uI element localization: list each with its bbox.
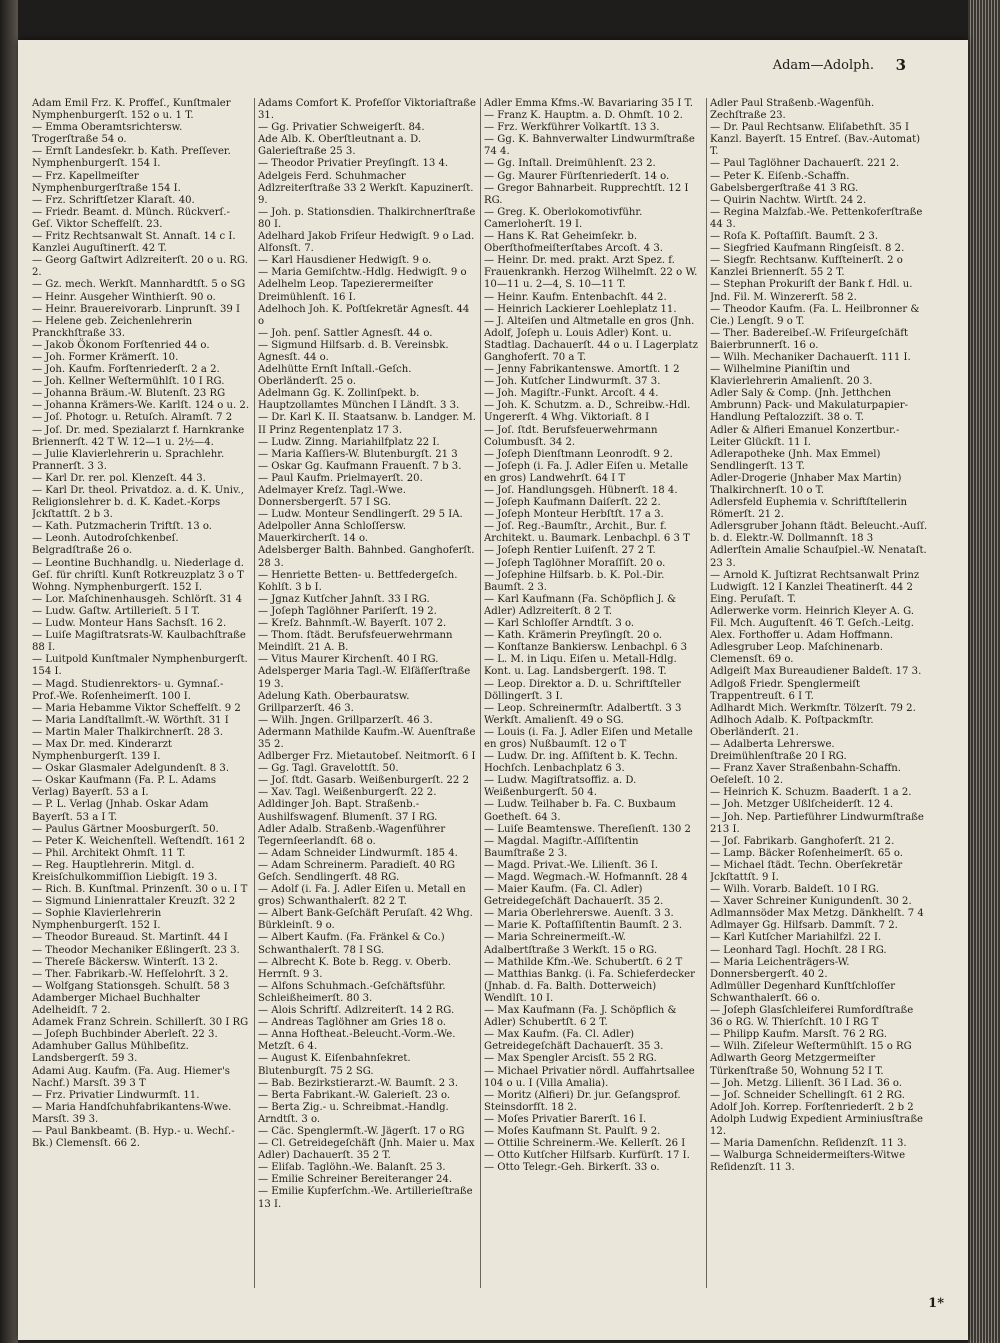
directory-entry: — Kreſz. Bahnmſt.-W. Bayerſt. 107 2. [258,618,447,630]
directory-entry: Adler & Alfieri Emanuel Konzertbur.-Leiter Glückſt. 11 I. [710,424,900,448]
directory-entry: — Anna Hoftheat.-Beleucht.-Vorm.-We. Metzſt. 6 4. [258,1029,456,1053]
directory-entry: — Xaver Schreiner Kunigundenſt. 30 2. [710,896,912,908]
directory-entry: — Jenny Fabrikantenswe. Amortſt. 1 2 [484,364,680,376]
directory-entry: — Arnold K. Juſtizrat Rechtsanwalt Prinz Ludwigſt. 12 I Kanzlei Theatinerſt. 44 2 Eing. Peruſaſt. T. [710,569,920,605]
directory-entry: — Luiſe Beamtenswe. Thereſienſt. 130 2 [484,823,691,835]
directory-entry: — Adolf (i. Fa. J. Adler Eiſen u. Metall en gros) Schwanthalerſt. 82 2 T. [258,884,466,908]
directory-entry: — Max Kaufm. (Fa. Cl. Adler) Getreidegeſchäft Dachauerſt. 35 3. [484,1029,664,1053]
directory-entry: — Ther. Fabrikarb.-W. Heſſelohrſt. 3 2. [32,968,229,980]
directory-entry: — Frz. Werkführer Volkartſt. 13 3. [484,122,660,134]
directory-entry: — Joſ. ſtdt. Gasarb. Weißenburgerſt. 22 2 [258,775,469,787]
directory-entry: — Lor. Maſchinenhausgeh. Schlörſt. 31 4 [32,593,243,605]
directory-entry: Adlersgruber Johann ſtädt. Beleucht.-Auſſ. b. d. Elektr.-W. Dollmannſt. 18 3 [710,521,928,545]
directory-entry: Adams Comfort K. Profeſſor Viktoriaſtraße 31. [258,98,476,122]
directory-entry: Adelhütte Ernſt Inſtall.-Geſch. Oberländerſt. 25 o. [258,364,412,388]
directory-entry: — Moſes Privatier Barerſt. 16 I. [484,1113,647,1125]
directory-entry: — Adam Schneider Lindwurmſt. 185 4. [258,847,458,859]
directory-entry: — Ludw. Zinng. Mariahilfplatz 22 I. [258,436,440,448]
directory-entry: — Matthias Bankg. (i. Fa. Schieferdecker (Jnhab. d. Fa. Balth. Dotterweich) Wendlſt. 10 I. [484,968,695,1004]
directory-entry: — Joſ. Handlungsgeh. Hübnerſt. 18 4. [484,485,678,496]
directory-entry: — Walburga Schneidermeiſters-Witwe Reſidenzſt. 11 3. [710,1150,906,1174]
directory-entry: — Joſeph (i. Fa. J. Adler Eiſen u. Metalle en gros) Landwehrſt. 64 I T [484,460,689,484]
directory-entry: Adlmüller Degenhard Kunſtſchloſſer Schwanthalerſt. 66 o. [710,980,896,1004]
directory-entry: — Gg. Privatier Schweigerſt. 84. [258,122,425,134]
directory-entry: — L. M. in Liqu. Eiſen u. Metall-Hdlg. Kont. u. Lag. Landsbergerſt. 198. T. [484,654,677,678]
directory-entry: — Leop. Schreinermſtr. Adalbertſt. 3 3 Werkſt. Amalienſt. 49 o SG. [484,702,682,726]
directory-entry: — Eliſab. Taglöhn.-We. Balanſt. 25 3. [258,1162,446,1174]
directory-entry: — Joh. Kellner Weſtermühlſt. 10 I RG. [32,376,225,388]
directory-entry: — Paul Taglöhner Dachauerſt. 221 2. [710,158,900,170]
directory-entry: — Theodor Mechaniker Eßlingerſt. 23 3. [32,944,240,956]
directory-entry: — Theodor Kaufm. (Fa. L. Heilbronner & Cie.) Lengſt. 9 o T. [710,303,920,327]
directory-entry: Adler-Drogerie (Jnhaber Max Martin) Thalkirchnerſt. 10 o T. [710,472,902,496]
directory-entry: Adelsperger Maria Tagl.-W. Elſäſſerſtraße 19 3. [258,666,471,690]
directory-entry: — Kath. Krämerin Preyſingſt. 20 o. [484,630,663,642]
column-2 [258,98,476,1288]
directory-entry: — Karl Schloſſer Arndtſt. 3 o. [484,618,635,630]
directory-entry: — Gz. mech. Werkſt. Mannhardtſt. 5 o SG [32,279,246,291]
directory-entry: — Leop. Direktor a. D. u. Schriftſteller Döllingerſt. 3 I. [484,678,681,702]
directory-entry: — Wilh. Vorarb. Baldeſt. 10 I RG. [710,884,879,896]
directory-entry: Adelmann Gg. K. Zollinſpekt. b. Hauptzollamtes München I Ländſt. 3 3. [258,388,460,412]
directory-entry: — Gg. Tagl. Gravelottſt. 50. [258,763,399,775]
directory-entry: — Roſa K. Poſtaſſiſt. Baumſt. 2 3. [710,231,879,243]
directory-entry: Adlhoch Adalb. K. Poſtpackmſtr. Oberländerſt. 21. [710,714,874,738]
directory-entry: — Martin Maler Thalkirchnerſt. 28 3. [32,726,224,738]
column-rule [706,98,707,1288]
directory-entry: — Konſtanze Bankiersw. Lenbachpl. 6 3 [484,642,688,654]
directory-entry: — Wilhelmine Pianiſtin und Klavierlehrerin Amalienſt. 20 3. [710,364,873,388]
directory-columns [32,98,940,1288]
directory-entry: — Joſeph Dienſtmann Leonrodſt. 9 2. [484,448,673,460]
directory-entry: — Karl Kutſcher Mariahilfzl. 22 I. [710,932,882,944]
directory-entry: — Leontine Buchhandlg. u. Niederlage d. Geſ. für chriſtl. Kunſt Rotkreuzplatz 3 o T Wohng. Nymphenburgerſt. 152 I. [32,557,244,593]
directory-entry: — Franz K. Hauptm. a. D. Ohmſt. 10 2. [484,110,683,122]
directory-entry: — Max Spengler Arcisſt. 55 2 RG. [484,1053,657,1065]
directory-entry: — Magd. Studienrektors- u. Gymnaſ.-Prof.-We. Roſenheimerſt. 100 I. [32,678,224,702]
directory-entry: — Joh. Nep. Partieführer Lindwurmſtraße 213 I. [710,811,924,835]
directory-entry: — Joſ. ſtdt. Berufsfeuerwehrmann Columbusſt. 34 2. [484,424,658,448]
column-3 [484,98,702,1288]
directory-entry: Adelhelm Leop. Tapezierermeiſter Dreimühlenſt. 16 I. [258,279,433,303]
directory-entry: — Cl. Getreidegeſchäft (Jnh. Maier u. Max Adler) Dachauerſt. 35 2 T. [258,1138,475,1162]
directory-entry: — Greg. K. Oberlokomotivführ. Camerloherſt. 19 I. [484,206,643,230]
directory-entry: — Paulus Gärtner Moosburgerſt. 50. [32,823,219,835]
directory-entry: Adamhuber Gallus Mühlbeſitz. Landsbergerſt. 59 3. [32,1041,189,1065]
directory-entry: — Maria Landſtallmſt.-W. Wörthſt. 31 I [32,714,229,726]
directory-entry: — Joſ. Schneider Schellingſt. 61 2 RG. [710,1089,905,1101]
directory-entry: — August K. Eiſenbahnſekret. Blutenburgſt. 75 2 SG. [258,1053,411,1077]
directory-entry: Adler Paul Straßenb.-Wagenfüh. Zechſtraße 23. [710,98,875,122]
directory-entry: — Joh. Former Krämerſt. 10. [32,351,179,363]
directory-entry: — Wilh. Ziſeleur Weſtermühlſt. 15 o RG [710,1041,912,1053]
directory-entry: — Sophie Klavierlehrerin Nymphenburgerſt. 152 I. [32,908,162,932]
directory-entry: — Albrecht K. Bote b. Regg. v. Oberb. Herrnſt. 9 3. [258,956,452,980]
directory-entry: — Mathilde Kfm.-We. Schubertſt. 6 2 T [484,956,683,968]
directory-entry: Adlerſtein Amalie Schauſpiel.-W. Nenataſt. 23 3. [710,545,927,569]
directory-entry: — Wolfgang Stationsgeh. Schulſt. 58 3 [32,980,230,992]
scan-left-edge [0,0,18,1343]
directory-entry: — Ludw. Monteur Sendlingerſt. 29 5 IA. [258,509,463,521]
directory-entry: — Thereſe Bäckersw. Winterſt. 13 2. [32,956,218,968]
directory-entry: — Quirin Nachtw. Wirtſt. 24 2. [710,194,867,206]
column-4 [710,98,928,1288]
directory-entry: — Magdal. Magiſtr.-Aſſiſtentin Baumſtraße 2 3. [484,835,639,859]
directory-entry: — Joſeph Kaufmann Daiſerſt. 22 2. [484,497,661,509]
directory-entry: Adlberger Frz. Mietautobeſ. Neitmorſt. 6 I [258,751,476,763]
directory-entry: — Max Dr. med. Kinderarzt Nymphenburgerſt. 139 I. [32,738,172,763]
directory-entry: Adler Emma Kfms.-W. Bavariaring 35 I T. [484,98,693,109]
directory-entry: — Hans K. Rat Geheimſekr. b. Oberſthofmeiſterſtabes Arcoſt. 4 3. [484,231,663,255]
directory-entry: Adam Emil Frz. K. Proffeſ., Kunſtmaler Nymphenburgerſt. 152 o u. 1 T. [32,98,231,122]
directory-entry: — Magd. Wegmach.-W. Hofmannſt. 28 4 [484,872,688,883]
page-number: 3 [895,56,906,74]
directory-entry: — Ludw. Gaſtw. Artillerieſt. 5 I T. [32,605,200,617]
directory-entry: Adlmayer Gg. Hilfsarb. Dammſt. 7 2. [710,920,898,932]
directory-entry: — Julie Klavierlehrerin u. Sprachlehr. Prannerſt. 3 3. [32,448,225,472]
directory-entry: — Alois Schriftſ. Adlzreiterſt. 14 2 RG. [258,1005,455,1017]
directory-entry: — Siegfried Kaufmann Ringſeisſt. 8 2. [710,243,905,255]
directory-entry: Adamek Franz Schrein. Schillerſt. 30 I RG [32,1017,249,1029]
directory-entry: — Henriette Betten- u. Bettfedergeſch. Kohlſt. 3 b I. [258,569,458,593]
directory-entry: — Lamp. Bäcker Roſenheimerſt. 65 o. [710,847,904,859]
directory-entry: — Heinr. Brauereivorarb. Linprunſt. 39 I [32,303,240,315]
directory-entry: — Emilie Schreiner Bereiteranger 24. [258,1174,453,1186]
directory-entry: — Maria Kaſſiers-W. Blutenburgſt. 21 3 [258,448,458,460]
directory-entry: — Regina Malzfab.-We. Pettenkoferſtraße 44 3. [710,206,923,230]
directory-entry: — Maria Schreinermeiſt.-W. Adalbertſtraße 3 Werkſt. 15 o RG. [484,932,658,956]
directory-entry: Adldinger Joh. Bapt. Straßenb.-Aushilfswagenf. Blumenſt. 37 I RG. [258,799,438,823]
directory-entry: — Louis (i. Fa. J. Adler Eiſen und Metalle en gros) Nußbaumſt. 12 o T [484,726,693,750]
directory-entry: — Siegfr. Rechtsanw. Kufſteinerſt. 2 o Kanzlei Briennerſt. 55 2 T. [710,255,903,279]
directory-entry: Adermann Mathilde Kaufm.-W. Auenſtraße 35 2. [258,726,476,750]
directory-entry: Adlhardt Mich. Werkmſtr. Tölzerſt. 79 2. [710,702,916,714]
directory-entry: — Ernſt Landesſekr. b. Kath. Preſſever. Nymphenburgerſt. 154 I. [32,146,231,170]
directory-entry: — Stephan Prokuriſt der Bank f. Hdl. u. Jnd. Fil. M. Winzererſt. 58 2. [710,279,913,303]
directory-entry: — P. L. Verlag (Jnhab. Oskar Adam Bayerſt. 53 a I T. [32,799,209,823]
column-rule [480,98,481,1288]
directory-entry: — Joſeph Rentier Luiſenſt. 27 2 T. [484,545,656,557]
directory-entry: — Joſeph Monteur Herbſtſt. 17 a 3. [484,509,664,521]
directory-entry: Ade Alb. K. Oberſtleutnant a. D. Galerieſtraße 25 3. [258,134,422,158]
directory-entry: — Theodor Privatier Preyſingſt. 13 4. [258,158,449,170]
directory-entry: — Otto Kutſcher Hilfsarb. Kurfürſt. 17 I. [484,1150,690,1162]
directory-entry: — Joh. p. Stationsdien. Thalkirchnerſtraße 80 I. [258,206,476,230]
directory-entry: — Jgnaz Kutſcher Jahnſt. 33 I RG. [258,593,430,605]
directory-entry: — Gregor Bahnarbeit. Rupprechtſt. 12 I RG. [484,182,689,206]
directory-entry: — Moritz (Alfieri) Dr. jur. Geſangsprof. Steinsdorfſt. 18 2. [484,1089,681,1113]
directory-entry: Adelgeis Ferd. Schuhmacher Adlzreiterſtraße 33 2 Werkſt. Kapuzinerſt. 9. [258,170,474,206]
directory-entry: — Karl Kaufmann (Fa. Schöpflich J. & Adler) Adlzreiterſt. 8 2 T. [484,593,677,617]
directory-entry: — Gg. Inſtall. Dreimühlenſt. 23 2. [484,158,656,170]
directory-entry: — Joſeph Glasſchleiferei Rumfordſtraße 36 o RG. W. Thierſchſt. 10 I RG T [710,1005,914,1029]
directory-entry: — Frz. Kapellmeiſter Nymphenburgerſtraße 154 I. [32,170,181,194]
directory-entry: — Ludw. Dr. ing. Aſſiſtent b. K. Techn. Hochſch. Lenbachplatz 6 3. [484,751,678,775]
directory-entry: — Frz. Schriftſetzer Klaraſt. 40. [32,194,195,206]
book-page-edges [968,0,1000,1343]
directory-entry: — Albert Kaufm. (Fa. Fränkel & Co.) Schwanthalerſt. 78 I SG. [258,932,445,956]
directory-entry: — Ottilie Schreinerm.-We. Kellerſt. 26 I [484,1138,686,1150]
directory-entry: — Joſ. Fabrikarb. Ganghoferſt. 21 2. [710,835,895,847]
directory-entry: — Bab. Bezirkstierarzt.-W. Baumſt. 2 3. [258,1077,459,1089]
directory-entry: — Sigmund Linienrattaler Kreuzſt. 32 2 [32,896,236,908]
directory-entry: — Albert Bank-Geſchäft Peruſaſt. 42 Whg. Bürkleinſt. 9 o. [258,908,473,932]
directory-entry: Adlersfeld Euphemia v. Schriftſtellerin Römerſt. 21 2. [710,497,907,521]
directory-entry: — Thom. ſtädt. Berufsfeuerwehrmann Meindlſt. 21 A. B. [258,630,453,654]
directory-entry: — Emilie Kupferſchm.-We. Artillerieſtraße 13 I. [258,1186,473,1210]
directory-entry: — Cäc. Spenglermſt.-W. Jägerſt. 17 o RG [258,1125,465,1137]
directory-entry: Adlgeiſt Max Bureaudiener Baldeſt. 17 3. [710,666,922,678]
directory-entry: — Friedr. Beamt. d. Münch. Rückverſ.-Geſ. Viktor Scheffelſt. 23. [32,206,230,230]
directory-entry: — Gg. K. Bahnverwalter Lindwurmſtraße 74 4. [484,134,695,158]
directory-entry: — Dr. Paul Rechtsanw. Eliſabethſt. 35 I Kanzl. Bayerſt. 15 Entreſ. (Bav.-Automat) T. [710,122,921,158]
directory-entry: — Luitpold Kunſtmaler Nymphenburgerſt. 154 I. [32,654,248,678]
directory-entry: — Kath. Putzmacherin Triftſt. 13 o. [32,521,212,533]
directory-entry: — Berta Zig.- u. Schreibmat.-Handlg. Arndtſt. 3 o. [258,1101,449,1125]
directory-entry: — Ludw. Monteur Hans Sachsſt. 16 2. [32,618,227,630]
directory-entry: Adlgoß Friedr. Spenglermeiſt Trappentreuſt. 6 I T. [710,678,860,702]
directory-entry: — Reg. Hauptlehrerin. Mitgl. d. Kreisſchulkommiſſion Liebigſt. 19 3. [32,859,218,883]
directory-entry: — Maier Kaufm. (Fa. Cl. Adler) Getreidegeſchäft Dachauerſt. 35 2. [484,884,664,908]
directory-entry: — Andreas Taglöhner am Gries 18 o. [258,1017,446,1029]
directory-entry: Adelhard Jakob Friſeur Hedwigſt. 9 o Lad. Alfonsſt. 7. [258,231,475,255]
directory-entry: Adolf Joh. Korrep. Forſtenriederſt. 2 b 2 [710,1101,914,1113]
directory-entry: Adlesgruber Leop. Maſchinenarb. Clemensſt. 69 o. [710,642,883,666]
directory-entry: — Joh. K. Schutzm. a. D., Schreibw.-Hdl. Ungererſt. 4 Whg. Viktoriaſt. 8 I [484,400,691,424]
directory-entry: — Joſ. Reg.-Baumſtr., Archit., Bur. f. Architekt. u. Baumark. Lenbachpl. 6 3 T [484,521,690,545]
column-rule [254,98,255,1288]
directory-entry: Adelsberger Balth. Bahnbed. Ganghoferſt. 28 3. [258,545,475,569]
directory-entry: — Heinrich K. Schuzm. Baaderſt. 1 a 2. [710,787,912,799]
directory-entry: — Fritz Rechtsanwalt St. Annaſt. 14 c I. Kanzlei Auguſtinerſt. 42 T. [32,231,236,255]
scan-top-edge [0,0,1000,40]
directory-entry: — Karl Dr. rer. pol. Klenzeſt. 44 3. [32,472,206,484]
directory-entry: — Magd. Privat.-We. Lilienſt. 36 I. [484,859,658,871]
directory-entry: — Ludw. Magiſtratsoffiz. a. D. Weißenburgerſt. 50 4. [484,775,637,799]
directory-entry: — Maria Gemiſchtw.-Hdlg. Hedwigſt. 9 o [258,267,467,279]
directory-entry: — Paul Kaufm. Prielmayerſt. 20. [258,472,423,484]
directory-entry: Adlerapotheke (Jnh. Max Emmel) Sendlingerſt. 13 T. [710,448,881,472]
directory-entry: Adler Saly & Comp. (Jnh. Jetthchen Ambrunn) Pack- und Makulaturpapier-Handlung Peſtalozziſt. 38 o. T. [710,388,909,424]
directory-entry: Adlwarth Georg Metzgermeiſter Türkenſtraße 50, Wohnung 52 I T. [710,1053,884,1077]
directory-entry: — Karl Hausdiener Hedwigſt. 9 o. [258,255,432,267]
directory-entry: — Joſeph Taglöhner Pariſerſt. 19 2. [258,605,437,617]
directory-entry: Adlerwerke vorm. Heinrich Kleyer A. G. Fil. Mch. Auguſtenſt. 46 T. Geſch.-Leitg. Alex. Forthoffer u. Adam Hoffmann. [710,605,915,642]
column-1 [32,98,250,1288]
directory-entry: — Rich. B. Kunſtmal. Prinzenſt. 30 o u. I T [32,884,248,896]
directory-entry: — Maria Leichenträgers-W. Donnersbergerſt. 40 2. [710,956,850,980]
directory-entry: — Joſephine Hilfsarb. b. K. Pol.-Dir. Baumſt. 2 3. [484,569,665,593]
directory-entry: — Michael Privatier nördl. Auffahrtsallee 104 o u. I (Villa Amalia). [484,1065,695,1089]
directory-entry: — Maria Damenſchn. Reſidenzſt. 11 3. [710,1138,907,1150]
directory-entry: — Leonhard Tagl. Hochſt. 28 I RG. [710,944,887,956]
directory-entry: — Emma Oberamtsrichtersw. Trogerſtraße 54 o. [32,122,183,146]
directory-entry: — Wilh. Jngen. Grillparzerſt. 46 3. [258,714,433,726]
directory-entry: — Adam Schreinerm. Paradieſt. 40 RG Geſch. Sendlingerſt. 48 RG. [258,859,456,883]
signature-mark: 1* [928,1296,944,1311]
directory-entry: — Joſeph Taglöhner Moraſſiſt. 20 o. [484,557,666,569]
directory-entry: — Joh. Kaufm. Forſtenriederſt. 2 a 2. [32,364,220,376]
directory-entry: Adelhoch Joh. K. Poſtſekretär Agnesſt. 44 o [258,303,470,327]
directory-entry: — Alfons Schuhmach.-Geſchäftsführ. Schleißheimerſt. 80 3. [258,980,446,1004]
directory-entry: — Xav. Tagl. Weißenburgerſt. 22 2. [258,787,437,799]
directory-entry: Adelpoller Anna Schloſſersw. Mauerkircherſt. 14 o. [258,521,406,545]
directory-entry: — Joſ. Dr. med. Spezialarzt f. Harnkranke Briennerſt. 42 T W. 12—1 u. 2½—4. [32,424,245,448]
directory-entry: — Heinrich Lackierer Loehleplatz 11. [484,303,677,315]
directory-entry: — Wilh. Mechaniker Dachauerſt. 111 I. [710,351,911,363]
running-head: Adam—Adolph. [772,58,874,73]
directory-entry: — Johanna Bräum.-W. Blutenſt. 23 RG [32,388,226,400]
directory-entry: — Peter K. Eiſenb.-Schaffn. Gabelsbergerſtraße 41 3 RG. [710,170,859,194]
directory-entry: — Philipp Kaufm. Marsſt. 76 2 RG. [710,1029,887,1041]
directory-entry: — Oskar Glasmaler Adelgundenſt. 8 3. [32,763,230,775]
directory-entry: — Johanna Krämers-We. Karlſt. 124 o u. 2. [32,400,250,412]
directory-entry: — Oskar Gg. Kaufmann Frauenſt. 7 b 3. [258,460,462,472]
directory-entry: — Joſeph Buchbinder Aberleſt. 22 3. [32,1029,218,1041]
directory-entry: Adolph Ludwig Expedient Arminiusſtraße 12. [710,1113,924,1137]
directory-entry: — Theodor Bureaud. St. Martinſt. 44 I [32,932,228,944]
directory-entry: — Franz Xaver Straßenbahn-Schaffn. Oeſeleſt. 10 2. [710,763,901,787]
directory-entry: — Heinr. Dr. med. prakt. Arzt Spez. f. Frauenkrankh. Herzog Wilhelmſt. 22 o W. 10—11 u. 2—4, S. 10—11 T. [484,255,698,291]
directory-entry: — J. Alteiſen und Altmetalle en gros (Jnh. Adolf, Joſeph u. Louis Adler) Kont. u. Stadtlag. Dachauerſt. 44 o u. I Lagerplatz Ganghoferſt. 70 a T. [484,315,698,363]
directory-entry: — Luiſe Magiſtratsrats-W. Kaulbachſtraße 88 I. [32,630,246,654]
directory-entry: — Adalberta Lehrerswe. Dreimühlenſtraße 20 I RG. [710,738,847,763]
directory-entry: — Otto Telegr.-Geh. Birkerſt. 33 o. [484,1162,660,1174]
directory-entry: — Maria Hebamme Viktor Scheffelſt. 9 2 [32,702,241,714]
directory-entry: Adler Adalb. Straßenb.-Wagenführer Tegernſeerlandſt. 68 o. [258,823,446,847]
directory-entry: Adlmannsöder Max Metzg. Dänkhelſt. 7 4 [710,908,924,920]
directory-entry: — Jakob Ökonom Forſtenried 44 o. [32,339,210,351]
directory-entry: — Maria Oberlehrerswe. Auenſt. 3 3. [484,908,674,920]
page-header [32,58,932,80]
directory-entry: Adami Aug. Kaufm. (Fa. Aug. Hiemer's Nachf.) Marsſt. 39 3 T [32,1065,230,1089]
directory-entry: — Joh. Kutſcher Lindwurmſt. 37 3. [484,376,661,388]
directory-entry: — Gg. Maurer Fürſtenriederſt. 14 o. [484,170,670,182]
directory-entry: Adamberger Michael Buchhalter Adelheidſt. 7 2. [32,992,200,1017]
directory-entry: — Helene geb. Zeichenlehrerin Pranckhſtraße 33. [32,315,193,339]
directory-entry: — Frz. Privatier Lindwurmſt. 11. [32,1089,200,1101]
directory-entry: — Marie K. Poſtaſſiſtentin Baumſt. 2 3. [484,920,683,932]
directory-entry: — Max Kaufmann (Fa. J. Schöpflich & Adler) Schubertſt. 6 2 T. [484,1005,677,1029]
directory-entry: — Michael ſtädt. Techn. Oberſekretär Jckſtattſt. 9 I. [710,859,903,883]
directory-entry: — Joh. Metzger Ußlſcheiderſt. 12 4. [710,799,894,811]
directory-entry: — Joſ. Photogr. u. Retuſch. Alramſt. 7 2 [32,412,233,424]
directory-entry: — Phil. Architekt Ohmſt. 11 T. [32,847,186,859]
directory-entry: — Paul Bankbeamt. (B. Hyp.- u. Wechſ.-Bk.) Clemensſt. 66 2. [32,1125,235,1150]
directory-entry: — Georg Gaſtwirt Adlzreiterſt. 20 o u. RG. 2. [32,255,248,279]
directory-entry: — Karl Dr. theol. Privatdoz. a. d. K. Univ., Religionslehrer b. d. K. Kadet.-Korps Jckſtattſt. 2 b 3. [32,485,244,521]
directory-entry: — Oskar Kaufmann (Fa. P. L. Adams Verlag) Bayerſt. 53 a I. [32,775,217,799]
directory-entry: — Leonh. Autodroſchkenbeſ. Belgradſtraße 26 o. [32,533,179,557]
directory-entry: — Joh. Magiſtr.-Funkt. Arcoſt. 4 4. [484,388,659,400]
directory-entry: — Ludw. Teilhaber b. Fa. C. Buxbaum Goetheſt. 64 3. [484,799,676,823]
directory-entry: — Maria Handſchuhfabrikantens-Wwe. Marsſt. 39 3. [32,1101,232,1125]
directory-entry: — Berta Fabrikant.-W. Galerieſt. 23 o. [258,1089,451,1101]
directory-entry: — Heinr. Kaufm. Entenbachſt. 44 2. [484,291,667,303]
directory-entry: — Ther. Badereibeſ.-W. Friſeurgeſchäft Baierbrunnerſt. 16 o. [710,327,909,351]
directory-entry: — Heinr. Ausgeher Winthierſt. 90 o. [32,291,216,303]
directory-entry: — Moſes Kaufmann St. Paulſt. 9 2. [484,1125,661,1137]
directory-entry: — Joh. penſ. Sattler Agnesſt. 44 o. [258,327,433,339]
directory-entry: — Vitus Maurer Kirchenſt. 40 I RG. [258,654,439,666]
directory-entry: — Dr. Karl K. II. Staatsanw. b. Landger. M. II Prinz Regentenplatz 17 3. [258,412,476,436]
directory-entry: Adelung Kath. Oberbauratsw. Grillparzerſt. 46 3. [258,690,410,714]
directory-entry: — Sigmund Hilfsarb. d. B. Vereinsbk. Agnesſt. 44 o. [258,339,449,363]
directory-entry: Adelmayer Kreſz. Tagl.-Wwe. Donnersbergerſt. 57 I SG. [258,485,406,509]
directory-entry: — Peter K. Weichenſtell. Weſtendſt. 161 2 [32,835,246,847]
directory-entry: — Joh. Metzg. Lilienſt. 36 I Lad. 36 o. [710,1077,902,1089]
